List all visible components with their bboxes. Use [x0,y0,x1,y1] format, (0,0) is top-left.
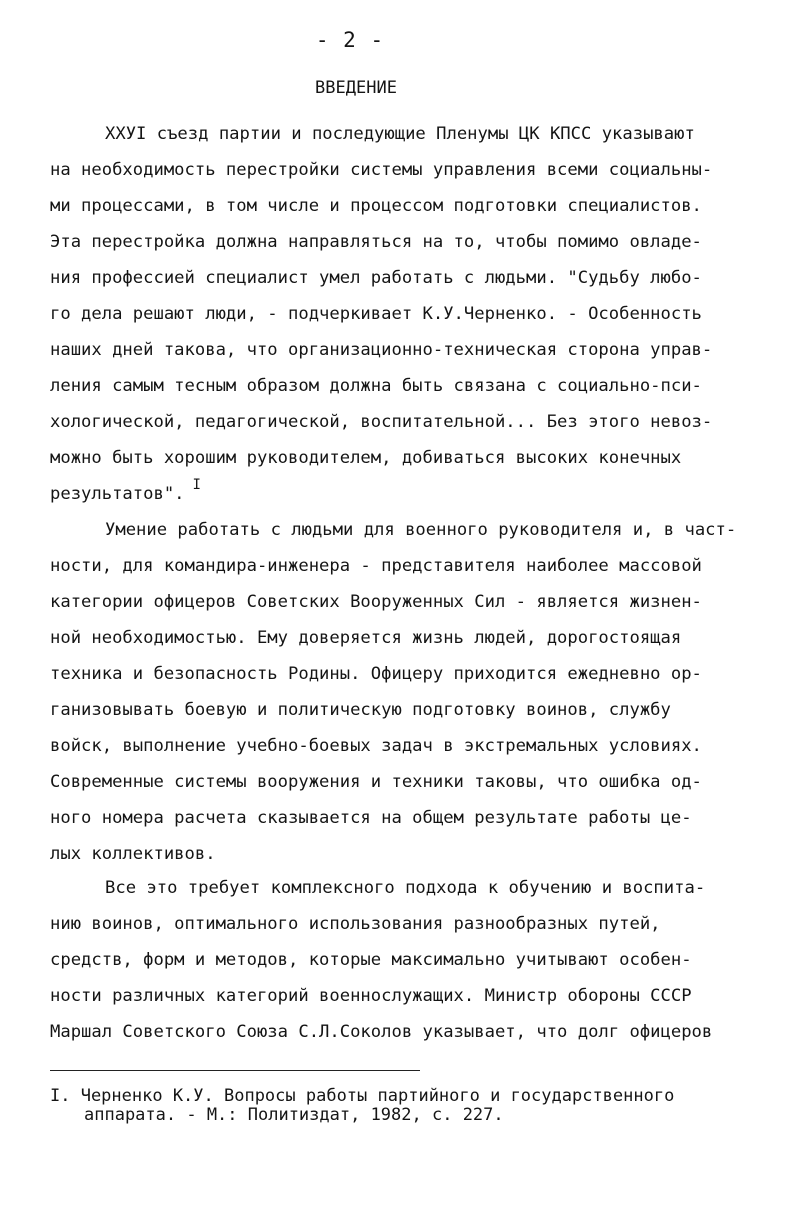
text-line: техника и безопасность Родины. Офицеру приходится ежедневно ор- [50,664,702,684]
text-line: категории офицеров Советских Вооруженных Сил - является жизнен- [50,592,702,612]
text-line: Маршал Советского Союза С.Л.Соколов указывает, что долг офицеров [50,1022,713,1042]
text-line: ми процессами, в том числе и процессом подготовки специалистов. [50,196,702,216]
footnote-line: аппарата. - М.: Политиздат, 1982, с. 227. [84,1105,504,1125]
text-line: ной необходимостью. Ему доверяется жизнь людей, дорогостоящая [50,628,682,648]
text-line: результатов". [50,484,185,504]
text-line: войск, выполнение учебно-боевых задач в экстремальных условиях. [50,736,702,756]
text-line-with-footnote [50,477,201,504]
text-line: нию воинов, оптимального использования разнообразных путей, [50,914,661,934]
text-line: Эта перестройка должна направляться на то, чтобы помимо овладе- [50,232,702,252]
text-line: ния профессией специалист умел работать с людьми. "Судьбу любо- [50,268,702,288]
text-line: ности, для командира-инженера - представителя наиболее массовой [50,556,702,576]
page-number: - 2 - [315,28,385,52]
section-heading: ВВЕДЕНИЕ [315,78,397,98]
text-line: ХХУI съезд партии и последующие Пленумы ЦК КПСС указывают [105,124,695,144]
footnote-divider [50,1070,420,1071]
text-line: ности различных категорий военнослужащих. Министр обороны СССР [50,986,692,1006]
text-line: Умение работать с людьми для военного руководителя и, в част- [105,520,737,540]
text-line: ганизовывать боевую и политическую подготовку воинов, службу [50,700,671,720]
footnote-marker: I [192,477,201,493]
text-line: лых коллективов. [50,844,216,864]
text-line: Все это требует комплексного подхода к обучению и воспита- [105,878,706,898]
text-line: ного номера расчета сказывается на общем результате работы це- [50,808,692,828]
text-line: средств, форм и методов, которые максимально учитывают особен- [50,950,692,970]
text-line: наших дней такова, что организационно-техническая сторона управ- [50,340,713,360]
text-line: Современные системы вооружения и техники таковы, что ошибка од- [50,772,702,792]
footnote-line: I. Черненко К.У. Вопросы работы партийного и государственного [50,1086,675,1106]
text-line: хологической, педагогической, воспитательной... Без этого невоз- [50,412,713,432]
text-line: го дела решают люди, - подчеркивает К.У.Черненко. - Особенность [50,304,702,324]
text-line: ления самым тесным образом должна быть связана с социально-пси- [50,376,702,396]
text-line: на необходимость перестройки системы управления всеми социальны- [50,160,713,180]
text-line: можно быть хорошим руководителем, добиваться высоких конечных [50,448,682,468]
